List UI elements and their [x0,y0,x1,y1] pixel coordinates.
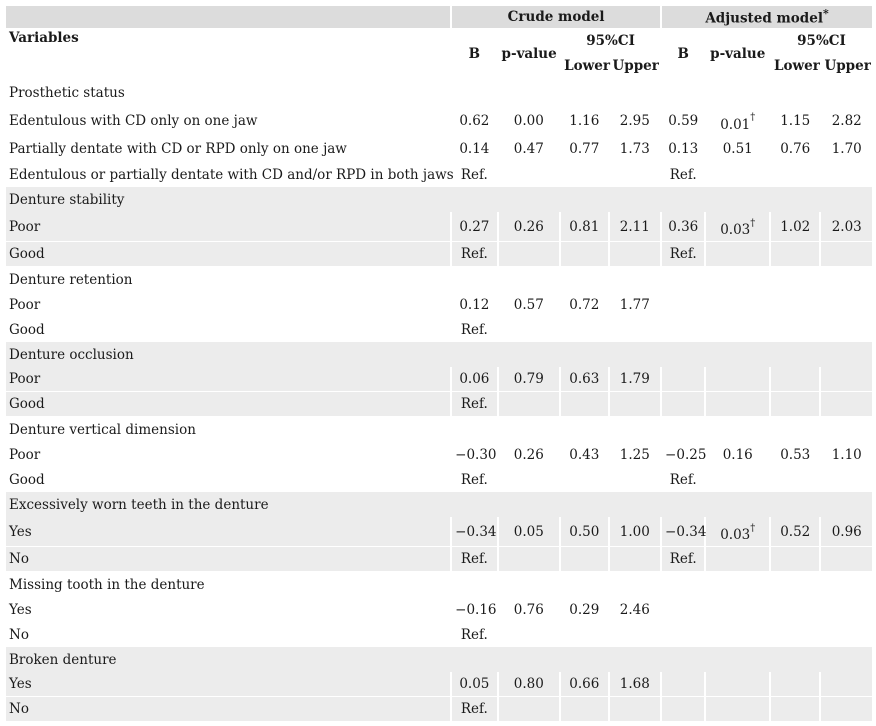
table-row [6,597,872,622]
crude-pvalue-cell: 0.26 [513,446,544,463]
table-row [6,517,872,547]
adjusted-upper-cell [821,547,872,572]
adjusted-upper-cell [821,292,872,317]
group-label: Denture vertical dimension [9,421,196,438]
crude-lower-cell [561,242,607,267]
adjusted-pvalue-cell [706,367,769,392]
crude-pvalue-cell [499,392,560,417]
crude-lower-cell [561,622,607,647]
adjusted-upper-cell: 2.82 [831,113,862,129]
crude-pvalue-cell: 0.05 [499,517,560,547]
crude-upper-cell [610,162,661,187]
crude-lower-cell: 1.16 [569,113,600,129]
crude-upper-cell [610,622,661,647]
crude-pvalue-cell: 0.76 [513,601,544,618]
adjusted-lower-cell [771,292,819,317]
group-label: Denture retention [9,271,133,288]
crude-upper-cell: 1.77 [619,296,650,313]
variable-label: No [9,626,29,643]
crude-pvalue-cell: 0.47 [513,140,544,157]
adjusted-lower-header: Lower [774,58,820,74]
variable-label: Good [9,321,45,338]
adjusted-lower-cell: 0.53 [780,446,811,463]
adjusted-pvalue-value: 0.03 [720,222,751,239]
adjusted-pvalue-cell [706,392,769,417]
crude-pvalue-cell: 0.80 [499,672,560,697]
crude-upper-cell: 2.11 [610,212,661,242]
crude-pvalue-cell [499,697,560,722]
adjusted-b-cell: Ref. [662,547,704,572]
crude-pvalue-header: p-value [501,45,557,62]
group-label: Prosthetic status [9,85,125,101]
table-row [6,392,872,417]
adjusted-upper-cell [821,242,872,267]
table-row [6,467,872,492]
adjusted-pvalue-cell [706,317,769,342]
dagger-mark: † [750,217,756,229]
variable-label: Poor [6,212,450,242]
adjusted-lower-cell [771,392,819,417]
group-row [6,342,872,367]
table-body [6,79,872,722]
adjusted-pvalue-cell [706,672,769,697]
adjusted-pvalue-cell [706,597,769,622]
crude-upper-cell: 2.46 [619,601,650,618]
crude-lower-header: Lower [564,58,610,74]
table-row [6,212,872,242]
table-row [6,547,872,572]
crude-lower-cell: 0.81 [561,212,607,242]
adjusted-b-cell [662,317,704,342]
adjusted-b-cell [662,392,704,417]
crude-b-cell: 0.06 [452,367,496,392]
group-label: Excessively worn teeth in the denture [6,492,872,517]
crude-upper-cell [610,547,661,572]
crude-lower-cell: 0.66 [561,672,607,697]
adjusted-lower-cell: 1.15 [780,113,811,129]
group-row [6,572,872,597]
crude-pvalue-cell [499,547,560,572]
adjusted-upper-cell [821,697,872,722]
adjusted-lower-cell [771,622,819,647]
group-row [6,492,872,517]
crude-b-cell: Ref. [452,392,496,417]
crude-b-cell: 0.05 [452,672,496,697]
group-row [6,417,872,442]
adjusted-model-header [662,6,872,28]
group-row [6,79,872,107]
table-row [6,697,872,722]
adjusted-upper-cell [821,367,872,392]
crude-upper-cell: 1.79 [610,367,661,392]
adjusted-pvalue-cell [706,697,769,722]
crude-lower-cell [561,317,607,342]
group-label: Denture stability [6,187,872,212]
table-row [6,672,872,697]
group-label: Broken denture [6,647,872,672]
crude-b-cell: 0.12 [459,296,490,313]
crude-pvalue-cell: 0.57 [513,296,544,313]
regression-table [4,6,874,722]
variable-label: Poor [9,446,41,463]
crude-b-cell: Ref. [460,471,488,488]
table-row [6,242,872,267]
adjusted-upper-cell: 2.03 [821,212,872,242]
adjusted-pvalue-cell: 0.16 [722,446,753,463]
adjusted-pvalue-value: 0.03 [720,527,751,544]
variable-label: Yes [6,672,450,697]
variable-label: Edentulous with CD only on one jaw [9,113,258,129]
adjusted-ci-header: 95%CI [797,32,846,49]
crude-upper-cell: 1.73 [619,140,650,157]
adjusted-b-cell: Ref. [662,242,704,267]
table-row [6,367,872,392]
crude-pvalue-cell [499,622,560,647]
crude-lower-cell [561,697,607,722]
crude-upper-header: Upper [612,58,659,74]
crude-lower-cell [561,467,607,492]
adjusted-model-label: Adjusted model [705,10,823,27]
crude-pvalue-cell [499,162,560,187]
adjusted-pvalue-cell: 0.51 [722,140,753,157]
adjusted-b-cell: Ref. [669,471,697,488]
table-row [6,622,872,647]
crude-lower-cell: 0.63 [561,367,607,392]
adjusted-upper-cell [821,467,872,492]
crude-upper-cell [610,392,661,417]
table-row [6,107,872,135]
crude-b-cell: −0.34 [452,517,496,547]
crude-lower-cell: 0.72 [569,296,600,313]
header-blank [6,6,450,28]
crude-b-cell: Ref. [452,242,496,267]
table-row [6,442,872,467]
crude-pvalue-cell: 0.26 [499,212,560,242]
variable-label: Good [6,392,450,417]
adjusted-lower-cell [771,467,819,492]
group-row [6,647,872,672]
crude-b-cell: Ref. [460,166,488,183]
adjusted-lower-cell [771,162,819,187]
crude-upper-cell: 1.68 [610,672,661,697]
adjusted-upper-cell [821,162,872,187]
crude-b-cell: Ref. [452,547,496,572]
adjusted-b-cell: Ref. [669,166,697,183]
adjusted-lower-cell [771,317,819,342]
adjusted-b-cell [662,622,704,647]
variable-label: No [6,697,450,722]
adjusted-b-header: B [677,45,689,62]
crude-lower-cell [561,392,607,417]
crude-upper-cell [610,697,661,722]
variable-label: No [6,547,450,572]
table-row [6,317,872,342]
crude-lower-cell: 0.29 [569,601,600,618]
crude-pvalue-cell [499,467,560,492]
adjusted-upper-cell [821,672,872,697]
group-row [6,187,872,212]
adjusted-b-cell: 0.36 [662,212,704,242]
crude-pvalue-cell: 0.79 [499,367,560,392]
crude-b-cell: 0.14 [459,140,490,157]
crude-b-cell: Ref. [460,626,488,643]
adjusted-pvalue-header: p-value [710,45,766,62]
group-label: Denture occlusion [6,342,872,367]
crude-b-cell: −0.30 [455,446,497,463]
variable-label: Yes [9,601,32,618]
variable-label: Partially dentate with CD or RPD only on one jaw [9,140,347,157]
adjusted-upper-header: Upper [824,58,871,74]
group-label: Missing tooth in the denture [9,576,205,593]
crude-b-cell: 0.27 [452,212,496,242]
adjusted-pvalue-cell [706,162,769,187]
variable-label: Poor [6,367,450,392]
crude-b-cell: Ref. [460,321,488,338]
adjusted-pvalue-cell [706,292,769,317]
adjusted-lower-cell [771,597,819,622]
adjusted-upper-cell: 0.96 [821,517,872,547]
adjusted-b-cell: 0.59 [668,113,699,129]
variable-label: Poor [9,296,41,313]
table-row [6,292,872,317]
table-row [6,135,872,162]
table-header [6,6,872,79]
adjusted-lower-cell [771,242,819,267]
adjusted-upper-cell: 1.10 [831,446,862,463]
crude-upper-cell [610,467,661,492]
dagger-mark: † [750,522,756,534]
crude-upper-cell: 1.25 [619,446,650,463]
crude-upper-cell [610,317,661,342]
adjusted-upper-cell [821,317,872,342]
adjusted-upper-cell [821,392,872,417]
adjusted-pvalue-value: 0.01 [720,116,751,133]
adjusted-b-cell [662,672,704,697]
adjusted-lower-cell: 0.52 [771,517,819,547]
adjusted-upper-cell [821,597,872,622]
adjusted-pvalue-cell [706,517,769,547]
variables-header: Variables [9,30,79,46]
crude-b-cell: Ref. [452,697,496,722]
table-row [6,162,872,187]
adjusted-lower-cell [771,547,819,572]
adjusted-lower-cell [771,672,819,697]
crude-b-cell: 0.62 [459,113,490,129]
adjusted-b-cell [662,292,704,317]
crude-upper-cell: 1.00 [610,517,661,547]
adjusted-pvalue-cell [706,467,769,492]
adjusted-pvalue-cell [706,242,769,267]
crude-pvalue-cell [499,242,560,267]
adjusted-b-cell: 0.13 [668,140,699,157]
group-row [6,267,872,292]
adjusted-b-cell [662,597,704,622]
variable-label: Good [9,471,45,488]
crude-lower-cell [561,547,607,572]
adjusted-model-footnote-mark: * [822,7,829,21]
crude-lower-cell: 0.50 [561,517,607,547]
crude-b-header: B [468,45,481,62]
adjusted-lower-cell [771,697,819,722]
variable-label: Yes [6,517,450,547]
adjusted-pvalue-cell [706,212,769,242]
adjusted-lower-cell: 1.02 [771,212,819,242]
crude-ci-header: 95%CI [586,32,635,49]
crude-lower-cell: 0.43 [569,446,600,463]
crude-lower-cell [561,162,607,187]
adjusted-b-cell: −0.25 [665,446,707,463]
crude-pvalue-cell [499,317,560,342]
crude-pvalue-cell: 0.00 [513,113,544,129]
adjusted-upper-cell: 1.70 [831,140,862,157]
variable-label: Edentulous or partially dentate with CD and/or RPD in both jaws [9,166,454,183]
crude-upper-cell [610,242,661,267]
dagger-mark: † [750,112,756,124]
crude-b-cell: −0.16 [455,601,497,618]
adjusted-b-cell: −0.34 [662,517,704,547]
adjusted-lower-cell [771,367,819,392]
adjusted-pvalue-cell [706,547,769,572]
adjusted-b-cell [662,697,704,722]
adjusted-pvalue-cell [706,622,769,647]
adjusted-pvalue-cell [706,107,769,135]
adjusted-b-cell [662,367,704,392]
adjusted-lower-cell: 0.76 [780,140,811,157]
crude-lower-cell: 0.77 [569,140,600,157]
adjusted-upper-cell [821,622,872,647]
crude-upper-cell: 2.95 [619,113,650,129]
variable-label: Good [6,242,450,267]
crude-model-header: Crude model [452,6,660,28]
